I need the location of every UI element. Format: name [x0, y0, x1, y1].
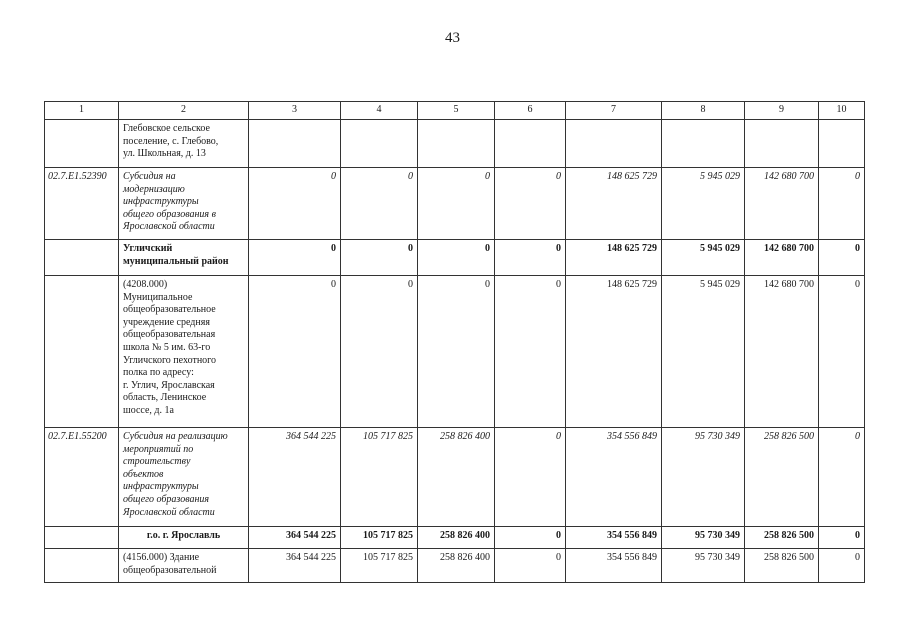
row-value: 148 625 729 [566, 276, 662, 428]
row-code [45, 120, 119, 168]
row-value [418, 120, 495, 168]
table-row [45, 549, 865, 583]
row-code: 02.7.Е1.52390 [45, 168, 119, 240]
row-code [45, 240, 119, 276]
row-name: г.о. г. Ярославль [119, 527, 249, 549]
row-code [45, 276, 119, 428]
row-value: 258 826 500 [745, 527, 819, 549]
row-value: 0 [418, 168, 495, 240]
page-number: 43 [445, 30, 460, 46]
row-value [745, 120, 819, 168]
row-value: 0 [819, 276, 865, 428]
row-value [341, 120, 418, 168]
row-value: 0 [495, 276, 566, 428]
row-value: 0 [495, 168, 566, 240]
row-value: 0 [819, 527, 865, 549]
row-value: 354 556 849 [566, 428, 662, 527]
row-code [45, 549, 119, 583]
row-value: 142 680 700 [745, 240, 819, 276]
row-value: 0 [495, 240, 566, 276]
row-value: 0 [495, 428, 566, 527]
row-value: 0 [249, 240, 341, 276]
column-number: 7 [566, 102, 662, 120]
row-value: 5 945 029 [662, 240, 745, 276]
column-number: 9 [745, 102, 819, 120]
table-row [45, 240, 865, 276]
row-value: 142 680 700 [745, 168, 819, 240]
row-value: 105 717 825 [341, 428, 418, 527]
row-value: 0 [819, 168, 865, 240]
row-value: 364 544 225 [249, 527, 341, 549]
row-name: Угличский муниципальный район [119, 240, 249, 276]
row-code [45, 527, 119, 549]
column-number: 10 [819, 102, 865, 120]
row-value: 354 556 849 [566, 527, 662, 549]
row-value [249, 120, 341, 168]
table-row [45, 120, 865, 168]
row-value: 0 [495, 527, 566, 549]
row-value: 0 [819, 428, 865, 527]
table-row [45, 168, 865, 240]
row-name: Субсидия на реализацию мероприятий по строительству объектов инфраструктуры общего образования Ярославской области [119, 428, 249, 527]
row-value: 0 [341, 168, 418, 240]
column-number: 6 [495, 102, 566, 120]
row-value [495, 120, 566, 168]
column-number: 1 [45, 102, 119, 120]
table-header-row [45, 102, 865, 120]
row-value: 148 625 729 [566, 168, 662, 240]
row-value: 0 [341, 276, 418, 428]
row-value [819, 120, 865, 168]
row-value: 5 945 029 [662, 276, 745, 428]
row-name: (4156.000) Здание общеобразовательной [119, 549, 249, 583]
column-number: 2 [119, 102, 249, 120]
row-value: 0 [418, 240, 495, 276]
row-value: 148 625 729 [566, 240, 662, 276]
row-value: 95 730 349 [662, 549, 745, 583]
budget-table [44, 101, 865, 583]
table-row [45, 527, 865, 549]
row-value: 354 556 849 [566, 549, 662, 583]
row-value [566, 120, 662, 168]
column-number: 8 [662, 102, 745, 120]
row-name: Субсидия на модернизацию инфраструктуры общего образования в Ярославской области [119, 168, 249, 240]
row-value: 0 [819, 240, 865, 276]
row-value: 258 826 400 [418, 549, 495, 583]
row-value: 105 717 825 [341, 549, 418, 583]
row-value: 258 826 500 [745, 428, 819, 527]
row-value: 258 826 400 [418, 527, 495, 549]
row-value: 0 [418, 276, 495, 428]
row-value: 0 [495, 549, 566, 583]
row-value: 95 730 349 [662, 428, 745, 527]
row-value: 364 544 225 [249, 428, 341, 527]
column-number: 3 [249, 102, 341, 120]
row-value: 142 680 700 [745, 276, 819, 428]
column-number: 4 [341, 102, 418, 120]
row-value: 5 945 029 [662, 168, 745, 240]
table-row [45, 428, 865, 527]
row-name: Глебовское сельское поселение, с. Глебово, ул. Школьная, д. 13 [119, 120, 249, 168]
row-value: 0 [341, 240, 418, 276]
table-row [45, 276, 865, 428]
row-value: 258 826 500 [745, 549, 819, 583]
row-name: (4208.000) Муниципальное общеобразовательное учреждение средняя общеобразовательная школа № 5 им. 63-го Угличского пехотного полка по адресу: г. Углич, Ярославская область, Ленинское шоссе, д. 1а [119, 276, 249, 428]
row-value: 0 [819, 549, 865, 583]
row-value: 95 730 349 [662, 527, 745, 549]
row-code: 02.7.Е1.55200 [45, 428, 119, 527]
row-value: 0 [249, 276, 341, 428]
row-value: 0 [249, 168, 341, 240]
row-value: 105 717 825 [341, 527, 418, 549]
row-value [662, 120, 745, 168]
row-value: 364 544 225 [249, 549, 341, 583]
column-number: 5 [418, 102, 495, 120]
row-value: 258 826 400 [418, 428, 495, 527]
